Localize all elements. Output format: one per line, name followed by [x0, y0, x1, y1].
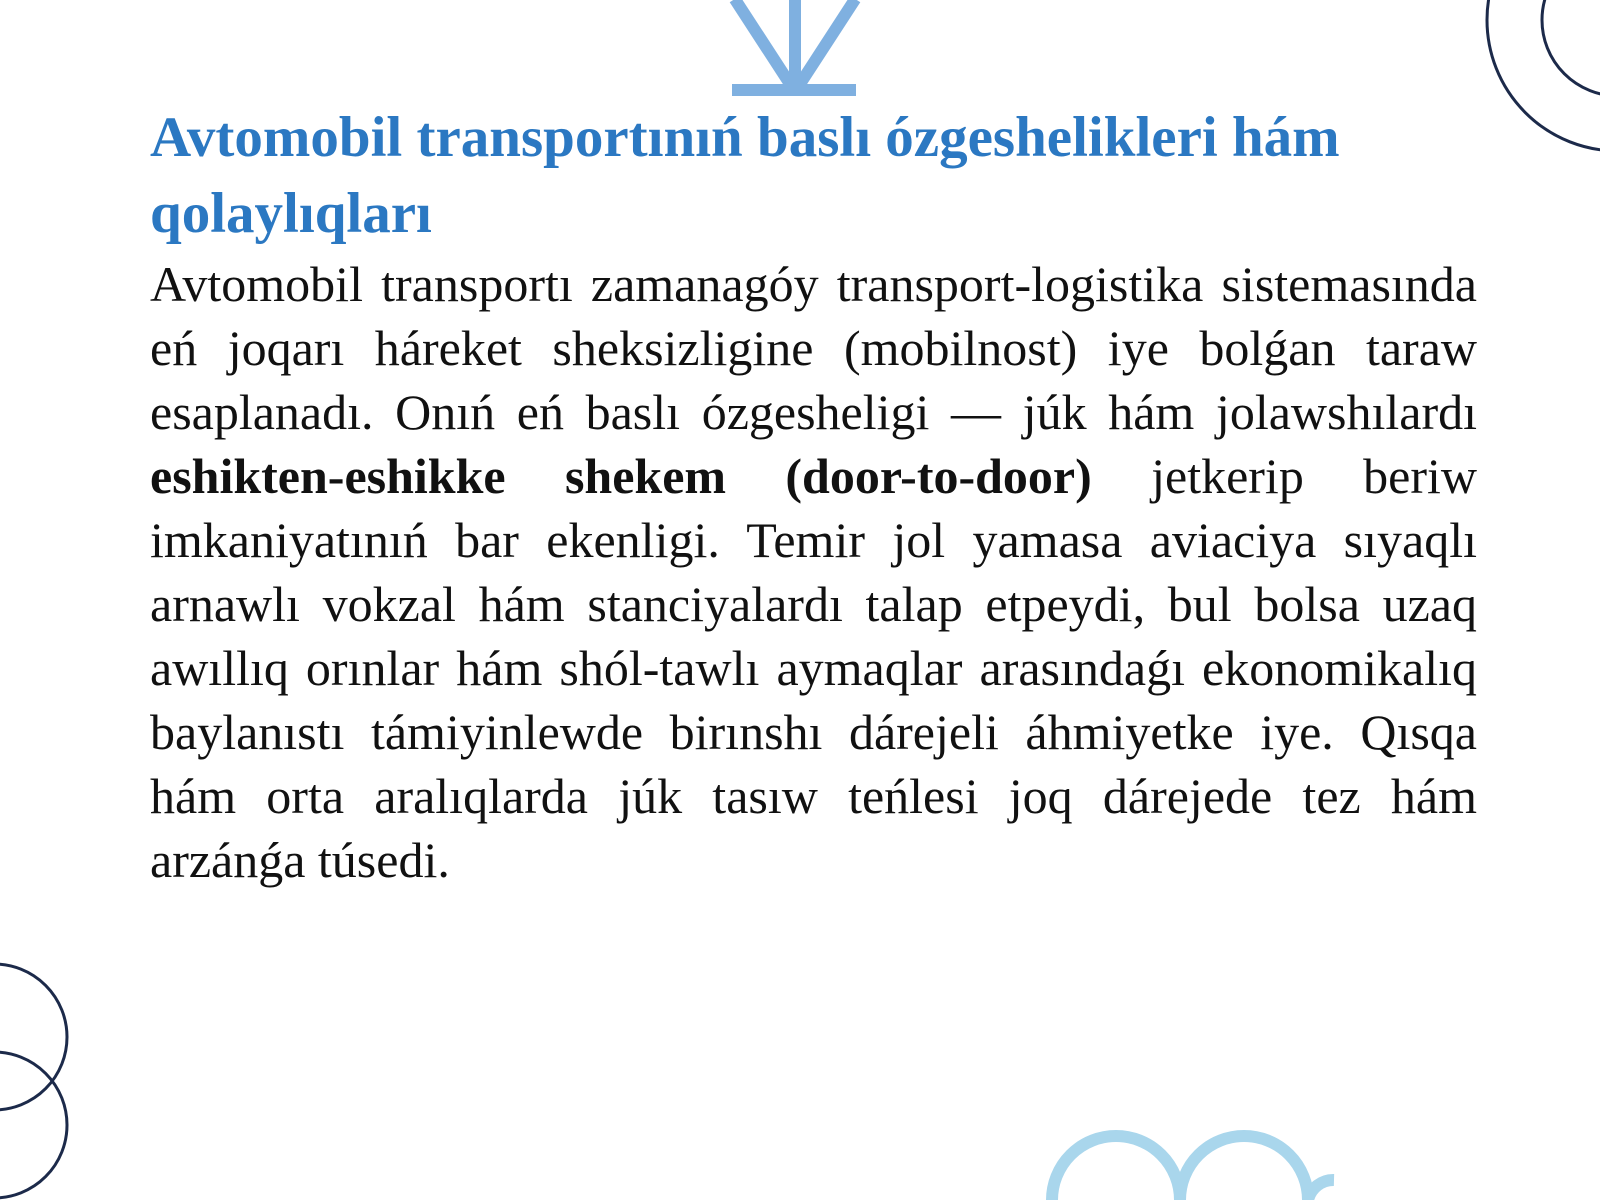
body-text-part2: jetkerip beriw imkaniyatınıń bar ekenligi. Temir jol yamasa aviaciya sıyaqlı arnawlı vokzal hám stanciyalardı talap etpeydi, bul bolsa uzaq awıllıq orınlar hám shól-tawlı aymaqlar arasındaǵı ekonomikalıq baylanıstı támiyinlewde birınshı dárejeli áhmiyetke iye. Qısqa hám orta aralıqlarda júk tasıw teńlesi joq dárejede tez hám arzánǵa túsedi.	[150, 448, 1477, 888]
body-paragraph	[150, 252, 1477, 892]
slide-content	[150, 100, 1477, 892]
double-circle-icon	[0, 964, 67, 1198]
slide-title: Avtomobil transportınıń baslı ózgeshelikleri hám qolaylıqları	[150, 106, 1340, 245]
arrow-down-icon	[738, 0, 852, 90]
body-text-part1: Avtomobil transportı zamanagóy transport-logistika sistemasında eń joqarı háreket sheksizligine (mobilnost) iye bolǵan taraw esaplanadı. Onıń eń baslı ózgesheligi — júk hám jolawshılardı	[150, 256, 1477, 440]
body-text-bold: eshikten-eshikke shekem (door-to-door)	[150, 448, 1092, 504]
wave-arcs-icon	[1052, 1136, 1334, 1200]
circle-outline-icon	[1487, 0, 1600, 151]
